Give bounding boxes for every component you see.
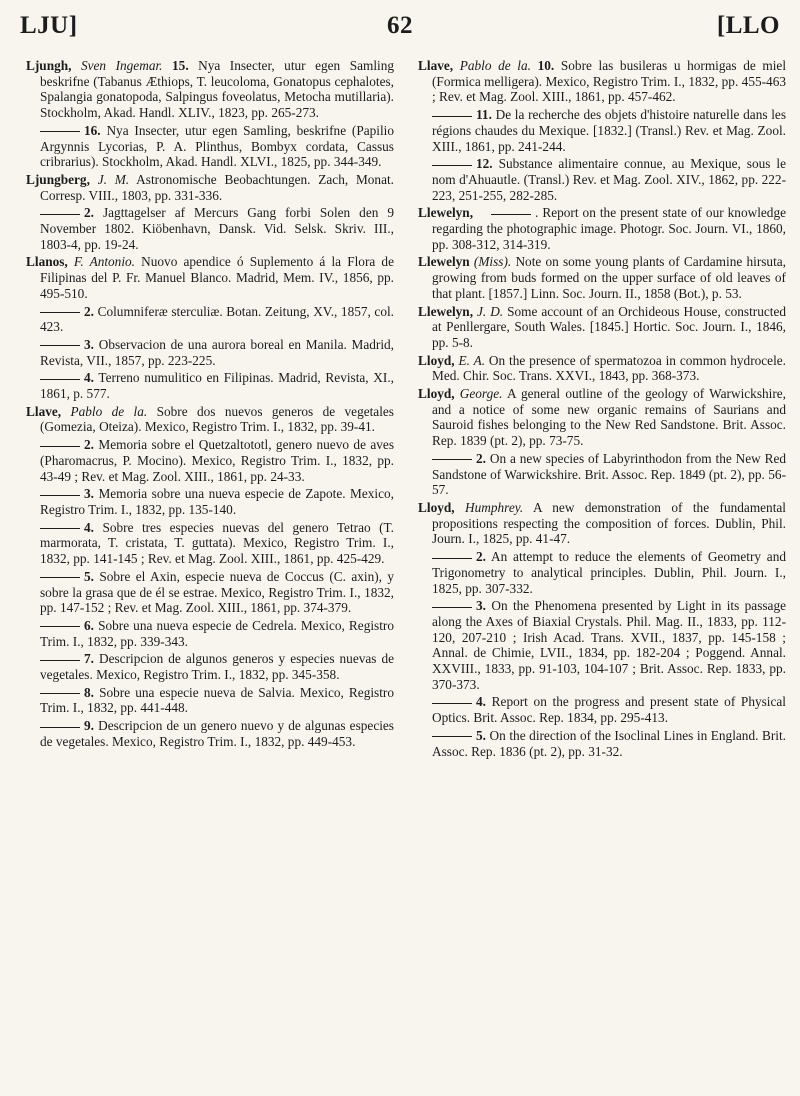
author-name: Ljungberg, <box>26 171 90 187</box>
bibliography-entry <box>418 107 786 154</box>
entry-text: On the Phenomena presented by Light in its passage along the Axes of Biaxial Crystals. Phil. Mag. II., 1833, pp. 112-120, 207-210 ; Irish Acad. Trans. XVII., 1837, pp. 145-158 ; Annal. de Chimie, LVII., 1834, pp. 182-204 ; Poggend. Annal. XXVIII., 1833, pp. 91-103, 104-107 ; Brit. Assoc. Rep. 1833, pp. 370-373. <box>432 598 787 692</box>
author-name: Llave, <box>26 403 62 419</box>
bibliography-entry <box>26 370 394 401</box>
author-name: Llanos, <box>26 254 68 270</box>
author-forename: George. <box>459 386 503 402</box>
entry-text: De la recherche des objets d'histoire naturelle dans les régions chaudes du Mexique. [1832.] (Transl.) Rev. et Mag. Zool. XIII., 1861, pp. 241-244. <box>432 107 786 154</box>
entry-text: Memoria sobre una nueva especie de Zapote. Mexico, Registro Trim. I., 1832, pp. 135-140. <box>40 486 394 517</box>
author-forename: E. A. <box>458 352 486 368</box>
left-column <box>26 58 394 752</box>
entry-number: 16. <box>84 122 101 138</box>
bibliography-entry <box>26 58 394 121</box>
entry-number: 10. <box>537 58 555 73</box>
bibliography-entry <box>26 337 394 368</box>
entry-text: . Report on the present state of our knowledge regarding the photographic image. Photogr. Soc. Journ. VI., 1860, pp. 308-312, 314-319. <box>432 205 786 252</box>
entry-text: Sobre una especie nueva de Salvia. Mexico, Registro Trim. I., 1832, pp. 441-448. <box>40 684 394 716</box>
header-range-start: LJU] <box>20 12 78 39</box>
author-name: Llave, <box>418 58 454 73</box>
bibliography-entry <box>26 205 394 252</box>
bibliography-entry <box>418 205 786 252</box>
entry-number: 5. <box>84 568 94 584</box>
ditto-dash <box>40 379 80 380</box>
entry-text: Nya Insecter, utur egen Samling beskrifne (Tabanus Æthiops, T. leucoloma, Gonatopus cephalotes, Spalangia gonatopoda, Salpingus foveolatus, Metocha mutillaria). Stockholm, Akad. Handl. XLIV., 1823, pp. 265-273. <box>40 58 395 121</box>
bibliography-entry <box>418 451 786 498</box>
bibliography-entry <box>26 651 394 682</box>
bibliography-entry <box>418 694 786 725</box>
entry-text: Sobre el Axin, especie nueva de Coccus (C. axin), y sobre la grasa que de él se estrae. Mexico, Registro Trim. I., 1832, pp. 147-152 ; Rev. et Mag. Zool. XIII., 1861, pp. 374-379. <box>40 568 394 616</box>
page-number: 62 <box>387 12 413 39</box>
entry-number: 3. <box>84 486 94 502</box>
entry-number: 7. <box>84 651 94 667</box>
ditto-dash <box>40 446 80 447</box>
bibliography-entry <box>26 618 394 649</box>
entry-text: Descripcion de un genero nuevo y de algunas especies de vegetales. Mexico, Registro Trim. I., 1832, pp. 449-453. <box>40 718 394 749</box>
entry-text: On a new species of Labyrinthodon from the New Red Sandstone of Warwickshire. Brit. Assoc. Rep. 1849 (pt. 2), pp. 56-57. <box>432 450 786 498</box>
bibliography-entry <box>26 123 394 170</box>
bibliography-entry <box>26 404 394 435</box>
entry-number: 3. <box>476 598 486 614</box>
entry-number: 12. <box>476 156 493 172</box>
bibliography-entry <box>418 156 786 203</box>
entry-number: 6. <box>84 617 94 633</box>
entry-text: Nya Insecter, utur egen Samling, beskrifne (Papilio Argynnis Lycorias, P. A. Plinthus, Bombyx cordata, Cassus cribrarius). Stockholm, Akad. Handl. XLVI., 1825, pp. 344-349. <box>40 122 395 170</box>
bibliography-entry <box>418 353 786 384</box>
entry-number: 2. <box>84 437 94 453</box>
author-forename: J. M. <box>97 171 130 187</box>
entry-number: 11. <box>476 107 492 123</box>
entry-text: On the presence of spermatozoa in common hydrocele. Med. Chir. Soc. Trans. XXVI., 1843, pp. 368-373. <box>432 352 786 384</box>
ditto-dash <box>40 345 80 346</box>
entry-number: 2. <box>476 549 486 565</box>
bibliography-entry <box>418 58 786 105</box>
entry-text: Astronomische Beobachtungen. Zach, Monat. Corresp. VIII., 1803, pp. 331-336. <box>40 171 394 203</box>
bibliography-entry <box>26 569 394 616</box>
author-name: Lloyd, <box>418 386 455 402</box>
entry-text: An attempt to reduce the elements of Geometry and Trigonometry to analytical principles. Dublin, Phil. Journ. I., 1825, pp. 307-332. <box>432 549 787 596</box>
bibliography-entry <box>26 685 394 716</box>
entry-number: 4. <box>84 519 94 535</box>
entry-number: 3. <box>84 336 94 352</box>
ditto-dash <box>432 116 472 117</box>
bibliography-entry <box>26 718 394 749</box>
ditto-dash <box>40 312 80 313</box>
ditto-dash <box>40 214 80 215</box>
entry-number: 15. <box>172 58 189 73</box>
ditto-dash <box>432 459 472 460</box>
right-column <box>418 58 786 761</box>
entry-text: A new demonstration of the fundamental propositions respecting the composition of forces. Dublin, Phil. Journ. I., 1825, pp. 41-47. <box>432 499 787 547</box>
author-name: Llewelyn, <box>418 205 474 221</box>
bibliography-entry <box>418 500 786 547</box>
entry-text: On the direction of the Isoclinal Lines in England. Brit. Assoc. Rep. 1836 (pt. 2), pp. 31-32. <box>432 727 786 759</box>
ditto-dash <box>40 131 80 132</box>
entry-number: 9. <box>84 718 94 734</box>
bibliography-entry <box>26 172 394 203</box>
ditto-dash <box>432 558 472 559</box>
ditto-dash <box>432 165 472 166</box>
bibliography-entry <box>418 254 786 301</box>
bibliography-entry <box>26 486 394 517</box>
bibliography-entry <box>26 254 394 301</box>
bibliography-entry <box>418 386 786 449</box>
name-dash <box>491 214 531 215</box>
entry-number: 4. <box>476 694 486 710</box>
entry-text: Terreno numulitico en Filipinas. Madrid, Revista, XI., 1861, p. 577. <box>40 370 394 402</box>
bibliography-entry <box>418 304 786 351</box>
author-name: Lloyd, <box>418 499 455 515</box>
entry-number: 2. <box>84 303 94 319</box>
ditto-dash <box>432 703 472 704</box>
entry-text: Memoria sobre el Quetzaltototl, genero nuevo de aves (Pharomacrus, P. Mocino). Mexico, Registro Trim. I., 1832, pp. 43-49 ; Rev. et Mag. Zool. XIII., 1861, pp. 24-33. <box>40 437 395 484</box>
ditto-dash <box>432 607 472 608</box>
bibliography-entry <box>418 598 786 692</box>
entry-text: Nuovo apendice ó Suplemento á la Flora de Filipinas del P. Fr. Manuel Blanco. Madrid, Mem. IV., 1856, pp. 495-510. <box>40 254 394 301</box>
author-forename: F. Antonio. <box>73 254 135 270</box>
ditto-dash <box>40 727 80 728</box>
author-name: Llewelyn, <box>418 303 474 319</box>
page-header <box>20 12 780 48</box>
author-forename: Humphrey. <box>465 499 524 515</box>
author-name: Llewelyn <box>418 254 470 270</box>
entry-text: Sobre dos nuevos generos de vegetales (Gomezia, Oteiza). Mexico, Registro Trim. I., 1832, pp. 39-41. <box>40 403 394 435</box>
entry-number: 4. <box>84 370 94 386</box>
bibliography-entry <box>26 304 394 335</box>
ditto-dash <box>40 626 80 627</box>
bibliography-entry <box>418 728 786 759</box>
entry-number: 2. <box>84 205 94 221</box>
entry-number: 2. <box>476 450 486 466</box>
ditto-dash <box>40 660 80 661</box>
entry-text: Observacion de una aurora boreal en Manila. Madrid, Revista, VII., 1857, pp. 223-225. <box>40 336 394 368</box>
author-forename: (Miss). <box>473 254 512 270</box>
ditto-dash <box>40 528 80 529</box>
entry-text: Jagttagelser af Mercurs Gang forbi Solen den 9 November 1802. Kiöbenhavn, Dansk. Vid. Selsk. Skriv. III., 1803-4, pp. 19-24. <box>40 205 395 252</box>
entry-text: Substance alimentaire connue, au Mexique, sous le nom d'Ahuautle. (Transl.) Rev. et Mag. Zool. XIV., 1862, pp. 222-223, 251-255, 282-285. <box>432 156 786 203</box>
entry-text: Note on some young plants of Cardamine hirsuta, growing from buds formed on the upper surface of old leaves of that plant. [1857.] Linn. Soc. Journ. II., 1858 (Bot.), p. 53. <box>432 254 786 301</box>
entry-text: Some account of an Orchideous House, constructed at Penllergare, South Wales. [1845.] Hortic. Soc. Journ. I., 1846, pp. 5-8. <box>432 303 787 350</box>
entry-text: Descripcion de algunos generos y especies nuevas de vegetales. Mexico, Registro Trim. I., 1832, pp. 345-358. <box>40 651 395 683</box>
ditto-dash <box>40 693 80 694</box>
entry-number: 5. <box>476 727 486 743</box>
author-name: Lloyd, <box>418 352 455 368</box>
author-forename: J. D. <box>477 303 504 319</box>
entry-text: A general outline of the geology of Warwickshire, and a notice of some new organic remains of Saurians and Sauroid fishes belonging to the New Red Sandstone. Brit. Assoc. Rep. 1839 (pt. 2), pp. 73-75. <box>432 386 786 449</box>
author-forename: Sven Ingemar. <box>80 58 163 73</box>
bibliography-entry <box>418 549 786 596</box>
entry-text: Sobre las busileras u hormigas de miel (Formica melligera). Mexico, Registro Trim. I., 1832, pp. 455-463 ; Rev. et Mag. Zool. XIII., 1861, pp. 457-462. <box>432 58 787 105</box>
entry-number: 8. <box>84 684 94 700</box>
author-forename: Pablo de la. <box>70 403 148 419</box>
entry-text: Sobre tres especies nuevas del genero Tetrao (T. marmorata, T. cristata, T. guttata). Mexico, Registro Trim. I., 1832, pp. 141-145 ; Rev. et Mag. Zool. XIII., 1861, pp. 425-429. <box>40 519 394 567</box>
ditto-dash <box>40 495 80 496</box>
entry-text: Report on the progress and present state of Physical Optics. Brit. Assoc. Rep. 1834, pp. 295-413. <box>432 694 786 726</box>
ditto-dash <box>432 736 472 737</box>
bibliography-entry <box>26 437 394 484</box>
author-name: Ljungh, <box>26 58 72 73</box>
header-range-end: [LLO <box>716 12 780 39</box>
entry-text: Sobre una nueva especie de Cedrela. Mexico, Registro Trim. I., 1832, pp. 339-343. <box>40 617 394 649</box>
entry-text: Columniferæ sterculiæ. Botan. Zeitung, XV., 1857, col. 423. <box>40 303 395 335</box>
author-forename: Pablo de la. <box>459 58 531 73</box>
bibliography-entry <box>26 520 394 567</box>
ditto-dash <box>40 577 80 578</box>
